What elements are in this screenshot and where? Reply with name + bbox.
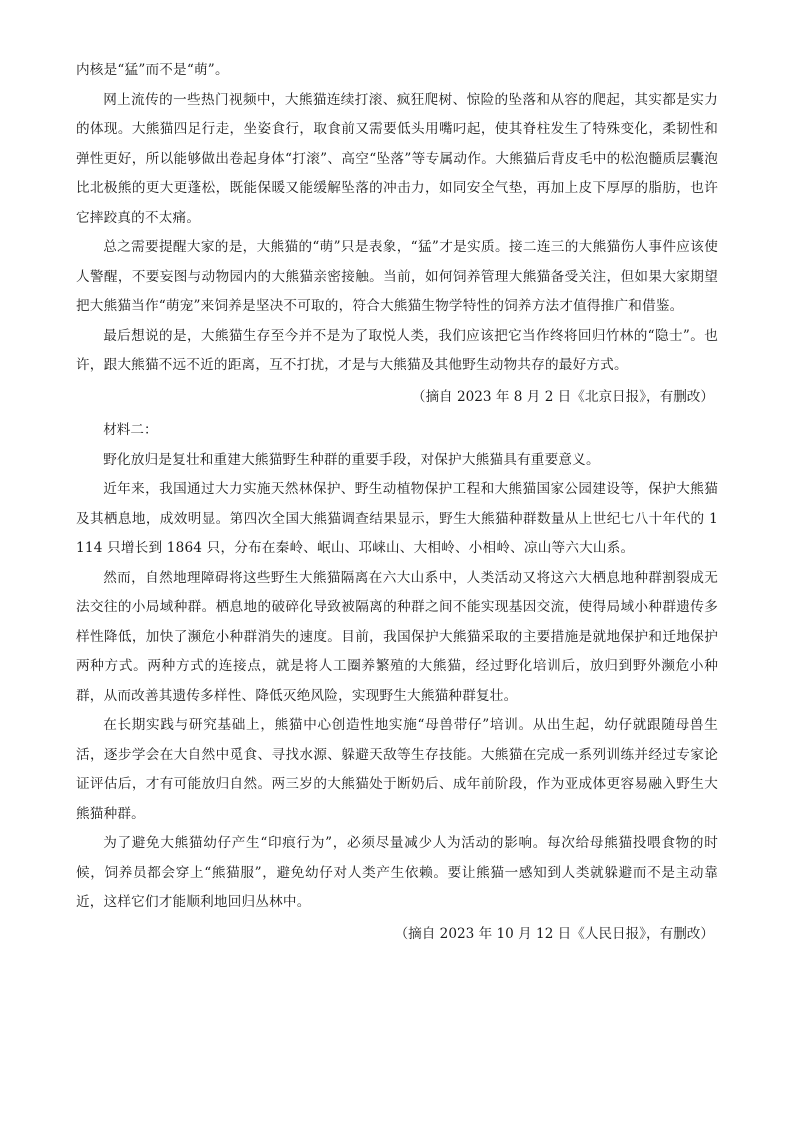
paragraph-mother-cub-training: 在长期实践与研究基础上，熊猫中心创造性地实施“母兽带仔”培训。从出生起，幼仔就跟随母兽生活，逐步学会在大自然中觅食、寻找水源、躲避天敌等生存技能。大熊猫在完成一系列训练并经过专家论证评估后，才有可能放归自然。两三岁的大熊猫处于断奶后、成年前阶段，作为亚成体更容易融入野生大熊猫种群。	[76, 717, 718, 822]
paragraph-protection-results: 近年来，我国通过大力实施天然林保护、野生动植物保护工程和大熊猫国家公园建设等，保护大熊猫及其栖息地，成效明显。第四次全国大熊猫调查结果显示，野生大熊猫种群数量从上世纪七八十年代的 1114 只增长到 1864 只，分布在秦岭、岷山、邛崃山、大相岭、小相岭、凉山等六大山系。	[76, 481, 718, 556]
paragraph-continuation: 内核是“猛”而不是“萌”。	[76, 62, 229, 78]
source-citation-1: （摘自 2023 年 8 月 2 日《北京日报》，有删改）	[411, 388, 714, 405]
paragraph-release-importance: 野化放归是复壮和重建大熊猫野生种群的重要手段，对保护大熊猫具有重要意义。	[103, 451, 600, 468]
paragraph-reminder: 总之需要提醒大家的是，大熊猫的“萌”只是表象，“猛”才是实质。接二连三的大熊猫伤人事件应该使人警醒，不要妄图与动物园内的大熊猫亲密接触。当前，如何饲养管理大熊猫备受关注，但如果大家期望把大熊猫当作“萌宠”来饲养是坚决不可取的，符合大熊猫生物学特性的饲养方法才值得推广和借鉴。	[76, 239, 718, 314]
material-heading: 材料二：	[103, 422, 158, 438]
paragraph-conclusion: 最后想说的是，大熊猫生存至今并不是为了取悦人类，我们应该把它当作终将回归竹林的“隐士”。也许，跟大熊猫不远不近的距离，互不打扰，才是与大熊猫及其他野生动物共存的最好方式。	[76, 327, 718, 373]
paragraph-habitat-fragmentation: 然而，自然地理障碍将这些野生大熊猫隔离在六大山系中，人类活动又将这六大栖息地种群割裂成无法交往的小局域种群。栖息地的破碎化导致被隔离的种群之间不能实现基因交流，使得局域小种群遗传多样性降低，加快了濒危小种群消失的速度。目前，我国保护大熊猫采取的主要措施是就地保护和迁地保护两种方式。两种方式的连接点，就是将人工圈养繁殖的大熊猫，经过野化培训后，放归到野外濒危小种群，从而改善其遗传多样性、降低灭绝风险，实现野生大熊猫种群复壮。	[76, 569, 718, 704]
paragraph-imprinting: 为了避免大熊猫幼仔产生“印痕行为”，必须尽量减少人为活动的影响。每次给母熊猫投喂食物的时候，饲养员都会穿上“熊猫服”，避免幼仔对人类产生依赖。要让熊猫一感知到人类就躲避而不是主动靠近，这样它们才能顺利地回归丛林中。	[76, 835, 718, 910]
paragraph-videos: 网上流传的一些热门视频中，大熊猫连续打滚、疯狂爬树、惊险的坠落和从容的爬起，其实都是实力的体现。大熊猫四足行走，坐姿食行，取食前又需要低头用嘴叼起，使其脊柱发生了特殊变化，柔韧性和弹性更好，所以能够做出卷起身体“打滚”、高空“坠落”等专属动作。大熊猫后背皮毛中的松泡髓质层囊泡比北极熊的更大更蓬松，既能保暖又能缓解坠落的冲击力，如同安全气垫，再加上皮下厚厚的脂肪，也许它摔跤真的不太痛。	[76, 91, 718, 226]
source-citation-2: （摘自 2023 年 10 月 12 日《人民日报》，有删改）	[394, 925, 714, 942]
